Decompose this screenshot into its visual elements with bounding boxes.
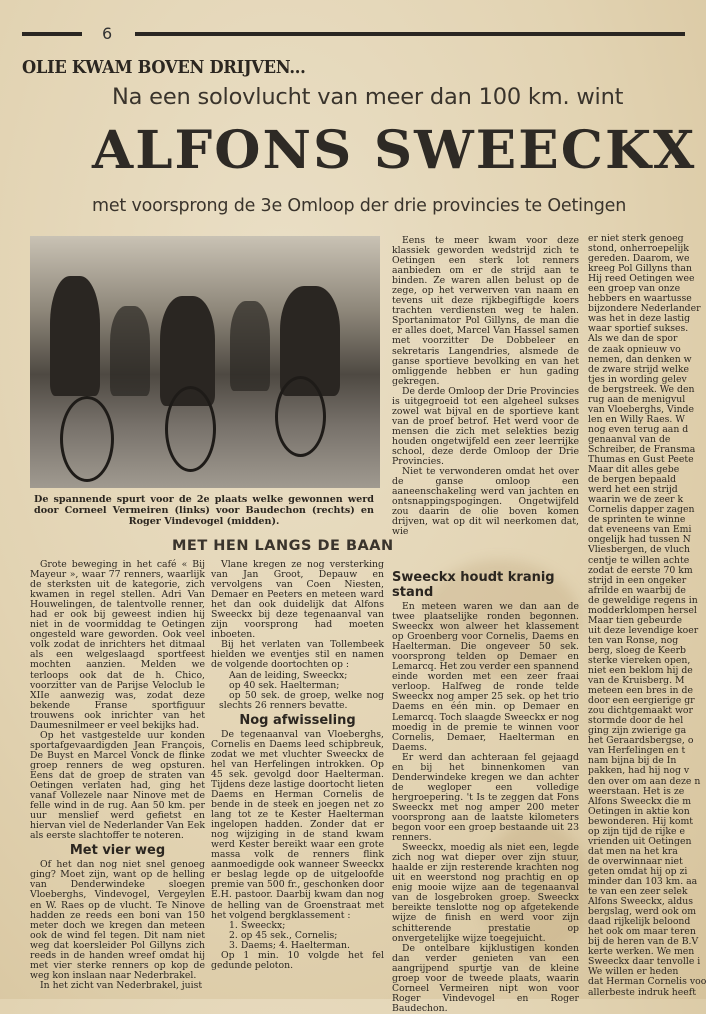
text-line: pakken, had hij nog v [588,765,690,777]
text-line: de zaak opnieuw vo [588,343,681,355]
text-line: van Vloeberghs, Vinde [588,403,695,415]
paragraph: Bij het verlaten van Tollembeek hielden we eventjes stil en namen de volgende doortochten op : [211,639,384,671]
paragraph: Sweeckx, moedig als niet een, legde zich nog wat dieper over zijn stuur, haalde er zijn resterende krachten nog uit en weerstond nog prachtig en op enig mooie wijze aan de tegenaanval van de losgebroken groep. Sweeckx bereikte tenslotte nog op afgetekende wijze de finish en werd voor zijn schitterende prestatie op onvergetelijke wijze toegejuicht. [392,842,579,944]
text-line: afrilde en waarbij de [588,584,686,596]
text-line: allerbeste indruk heeft [588,986,696,998]
subheadline-bottom: met voorsprong de 3e Omloop der drie provincies te Oetingen [92,196,627,216]
text-line: vrienden uit Oetingen [588,835,692,847]
text-line: geten omdat hij op zi [588,865,688,877]
text-line: het ook om maar teren [588,926,696,938]
bicycle-wheel [275,376,326,457]
race-photo [30,236,380,488]
text-line: rug aan de menigvul [588,393,686,405]
paragraph: Op 1 min. 10 volgde het fel gedunde peloton. [211,949,384,971]
text-line: ongelijk had tussen N [588,534,691,546]
text-line: Maar tien gebeurde [588,614,682,626]
text-line: Oetingen in aktie kon [588,805,690,817]
paragraph: Of het dan nog niet snel genoeg ging? Moet zijn, want op de helling van Denderwindeke sloegen Vloeberghs, Vindevogel, Vergeylen en W. Raes op de vlucht. Te Ninove hadden ze reeds een boni van 150 meter doch we kregen dan meteen ook de wind fel tegen. Dit nam niet weg dat koersleider Pol Gillyns zich reeds in de handen wreef omdat hij met vier sterke renners op kop de weg kon inslaan naar Nederbrakel. [30,859,205,981]
text-line: was het in deze lastig [588,313,691,325]
text-line: er niet sterk genoeg [588,233,684,244]
text-line: nog even terug aan d [588,423,689,435]
text-line: nemen, dan denken w [588,353,692,365]
text-line: van Herfelingen en t [588,745,686,757]
text-line: centje te willen achte [588,554,690,566]
paragraph: Eens te meer kwam voor deze klassiek geworden wedstrijd zich te Oetingen een sterk lot renners aanbieden om er de strijd aan te binden. Ze waren allen belust op de zege, op het verwerven van naam en tevens uit deze rijkbegiftigde koers trachten verdiensten weg te halen. Sportanimator Pol Gillyns, de man die er alles doet, Marcel Van Hassel samen met voorzitter De Dobbeleer en sekretaris Langendries, alsmede de ganse sportieve bevolking en van het omliggende hebben er hun gading gekregen. [392,235,579,387]
column-4-truncated [588,233,706,998]
text-line: dat eveneens van Emi [588,524,692,536]
text-line: van de Kruisberg. M [588,675,685,687]
text-line: Cornelis dapper zagen [588,504,695,516]
header-rule-right [135,32,685,36]
text-line: gereden. Daarom, we [588,253,690,265]
text-line: zou dichtgemaakt wor [588,705,693,717]
text-line: ten van Ronse, nog [588,634,679,646]
text-line: werd het een strijd [588,484,678,496]
bicycle-wheel [165,386,216,472]
kicker-headline: OLIE KWAM BOVEN DRIJVEN... [22,58,306,78]
text-line: bij de heren van de B.V [588,936,699,948]
text-line: den over om aan deze n [588,775,701,787]
text-line: stormde door de hel [588,715,684,727]
column-3-bottom [392,568,579,1014]
text-line: stond, onherroepelijk [588,243,689,255]
text-line: strijd in een ongeker [588,574,687,586]
cyclist-figure [110,306,150,396]
text-line: de geweldige regens in [588,594,698,606]
text-line: modderklompen hersel [588,604,697,616]
text-line: Als we dan de spor [588,333,678,345]
page-number: 6 [102,24,113,43]
text-line: Alfons Sweeckx die m [588,795,692,807]
bicycle-wheel [60,396,114,482]
main-headline: ALFONS SWEECKX [92,120,697,181]
paragraph: In het zicht van Nederbrakel, juist [40,979,203,991]
cyclist-figure [230,301,270,391]
text-line: niet een beklom hij de [588,665,693,677]
text-line: nam bijna bij de In [588,755,677,767]
text-line: We willen er heden [588,966,679,978]
text-line: waar sportief sukses. [588,323,689,335]
text-line: bijzondere Nederlander [588,303,701,315]
cyclist-figure [50,276,100,396]
subheading: Sweeckx houdt kranig stand [392,570,555,600]
standings-line: Aan de leiding, Sweeckx; [229,669,348,681]
text-line: de overwinnaar niet [588,855,683,867]
text-line: te van een zeer selek [588,886,688,898]
text-line: de bergstreek. We den [588,383,695,395]
text-line: hebbers en waartusse [588,293,692,305]
text-line: de zware strijd welke [588,363,689,375]
text-line: dat men na het kra [588,845,678,857]
header-rule-left [22,32,82,36]
text-line: ging zijn zwierige ga [588,725,687,737]
text-line: daad rijkelijk beloond [588,916,691,928]
paragraph: Grote beweging in het café « Bij Mayeur », waar 77 renners, waarlijk de sterksten uit de kategorie, zich kwamen in regel stellen. Adri Van Houwelingen, de talentvolle renner, had er ook bij geweest indien hij niet in de voormiddag te Oetingen ongesteld ware geworden. Ook veel volk zodat de inrichters het ditmaal als een welgeslaagd sportfeest mochten aanzien. Melden we terloops ook dat de h. Chico, voorzitter van de Parijse Veloclub le XIIe aanwezig was, zodat deze bekende Franse sportfiguur trouwens ook inrichter van het Daumesnilmeer er veel bekijks had. [30,559,205,731]
text-line: waarin we de zeer k [588,494,684,506]
subheading: Met vier weg [69,843,166,859]
paragraph: De derde Omloop der Drie Provincies is uitgegroeid tot een algeheel sukses zowel wat bijval en de sportieve kant van de proef betrof. Het werd voor de mensen die zich met selekties bezig houden ongetwijfeld een zeer leerrijke school, deze derde Omloop der Drie Provincies. [392,385,579,468]
text-line: dat Herman Cornelis voo [588,976,706,988]
text-line: meteen een bres in de [588,685,693,697]
text-line: sterke viereken open, [588,654,691,666]
text-line: Thumas en Gust Peete [588,454,694,466]
paragraph: Op het vastgestelde uur konden sportafgevaardigden Jean François, De Buyst en Marcel Vonck de flinke groep renners de weg opsturen. Eens dat de groep de straten van Oetingen verlaten had, ging het vanaf Vollezele naar Ninove met de felle wind in de rug. Aan 50 km. per uur menslief werd gefietst en hiervan viel de Nederlander Van Eek als eerste slachtoffer te noteren. [30,729,205,842]
subheadline-top: Na een solovlucht van meer dan 100 km. wint [112,84,624,110]
paragraph: En meteen waren we dan aan de twee plaatselijke ronden begonnen. Sweeckx won alweer het klassement op Groenberg voor Cornelis, Daems en Haelterman. Die ongeveer 50 sek. voorsprong telden op Demaer en Lemarcq. Het zou verder een spannend einde worden met een zeer fraai verloop. Halfweg de ronde telde Sweeckx nog amper 25 sek. op het trio Daems en één min. op Demaer en Lemarcq. Toch slaagde Sweeckx er nog moedig in de premie te winnen voor Cornelis, Demaer, Haelterman en Daems. [392,601,579,753]
text-line: zodat de eerste 70 km [588,564,693,576]
text-line: bergslag, werd ook om [588,906,697,918]
column-1 [30,560,205,991]
text-line: uit deze levendige koer [588,624,699,636]
paragraph: Niet te verwonderen omdat het over de ganse omloop een aaneenschakeling werd van jachten en ontsnappingspogingen. Ongetwijfeld zou daarin de olie boven komen drijven, wat op dit wil neerkomen dat, wie [392,466,579,538]
text-line: Vliesbergen, de vluch [588,544,690,556]
ranking-line: 3. Daems; 4. Haelterman. [229,939,350,951]
section-title: MET HEN LANGS DE BAAN [172,538,394,554]
text-line: genaanval van de [588,433,671,445]
text-line: minder dan 103 km. aa [588,876,698,887]
text-line: len en Willy Raes. W [588,413,685,425]
text-line: op zijn tijd de rijke e [588,825,685,837]
text-line: een groep van onze [588,283,681,295]
subheading: Nog afwisseling [239,712,356,728]
column-3-top [392,236,579,537]
text-line: Schreiber, de Fransma [588,443,696,455]
text-line: kreeg Pol Gillyns than [588,263,692,275]
text-line: kerte werken. We men [588,946,695,958]
text-line: Hij reed Oetingen wee [588,273,695,285]
paragraph: Vlane kregen ze nog versterking van Jan Groot, Depauw en vervolgens van Coen Niesten, Demaer en Peeters en meteen ward het dan ook duidelijk dat Alfons Sweeckx bij deze tegenaanval van zijn voorsprong had moeten inboeten. [211,559,384,641]
paragraph: De tegenaanval van Vloeberghs, Cornelis en Daems leed schipbreuk, zodat we met vluchter Sweeckx de hel van Herfelingen introkken. Op 45 sek. gevolgd door Haelterman. Tijdens deze lastige doortocht lieten Daems en Herman Cornelis de bende in de steek en joegen net zo lang tot ze te Kester Haelterman ingelopen hadden. Zonder dat er nog wijziging in de stand kwam werd Kester bereikt waar een grote massa volk de renners flink aanmoedigde ook wanneer Sweeckx er beslag legde op de uitgeloofde premie van 500 fr., geschonken door E.H. pastoor. Daarbij kwam dan nog de helling van de Groenstraat met het volgend bergklassement : [211,728,384,921]
text-line: berg, sloeg de Keerb [588,644,687,656]
text-line: de bergen bepaald [588,474,677,486]
text-line: weerstaan. Het is ze [588,785,685,797]
text-line: bewonderen. Hij komt [588,815,693,827]
photo-caption: De spannende spurt voor de 2e plaats welke gewonnen werd door Corneel Vermeiren (links) voor Baudechon (rechts) en Roger Vindevogel (midden). [34,494,374,527]
text-line: Maar dit alles gebe [588,464,680,476]
paragraph: Er werd dan achteraan fel gejaagd en bij het binnenkomen van Denderwindeke kregen we dan achter de wegloper een volledige hergroepering. 't Is te zeggen dat Fons Sweeckx met nog amper 200 meter voorsprong aan de laatste kilometers begon voor een groep bestaande uit 23 renners. [392,751,579,844]
text-line: de sprinten te winne [588,514,686,526]
paragraph: De ontelbare kijklustigen konden dan verder genieten van een aangrijpend spurtje van de kleine groep voor de tweede plaats, waarin Corneel Vermeiren nipt won voor Roger Vindevogel en Roger Baudechon. [392,942,579,1014]
text-line: Alfons Sweeckx, aldus [588,896,693,908]
ranking-line: 1. Sweeckx; [229,919,286,931]
column-2 [211,560,384,971]
text-line: het Geraardsbergse, o [588,735,694,747]
text-line: tjes in wording gelev [588,373,687,385]
text-line: door een eergierige gr [588,695,695,707]
standings-line: op 50 sek. de groep, welke nog slechts 26 renners bevatte. [219,689,384,711]
text-line: Sweeckx daar tenvolle i [588,956,701,968]
standings-line: op 40 sek. Haelterman; [229,679,340,691]
ranking-line: 2. op 45 sek., Cornelis; [229,929,338,941]
